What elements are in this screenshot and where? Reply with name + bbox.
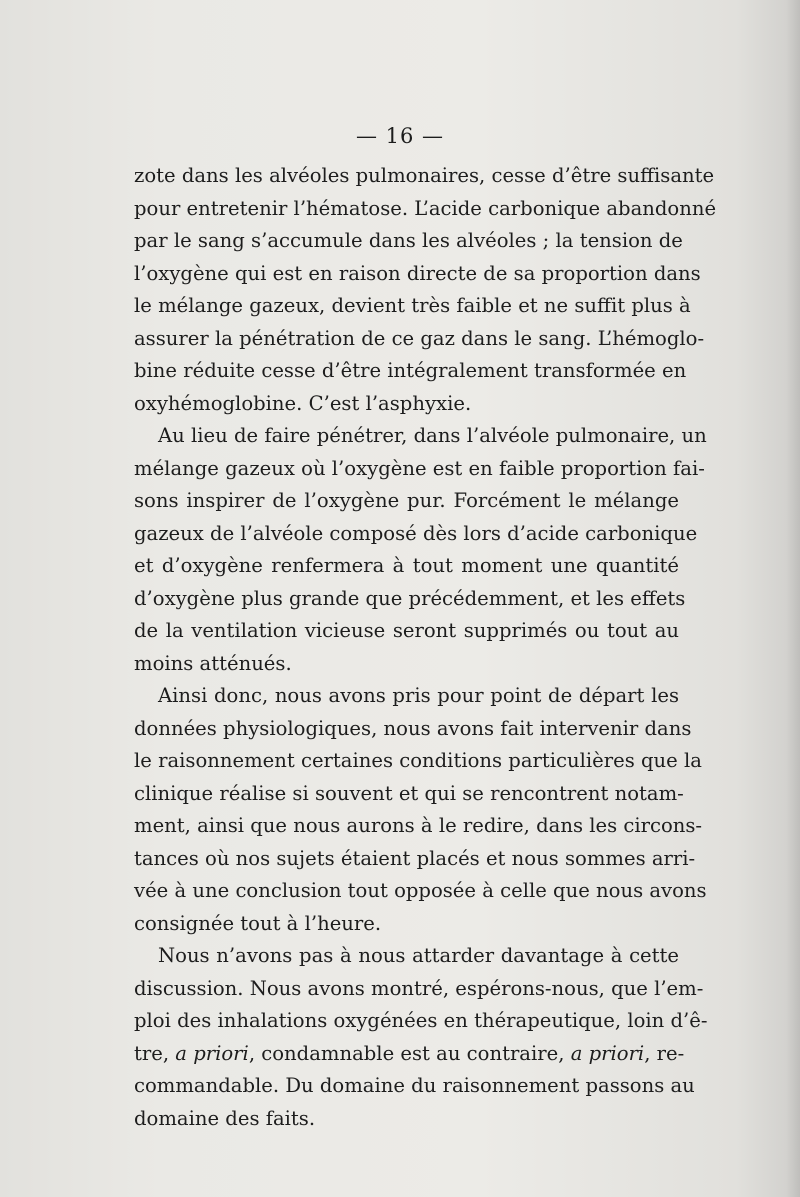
body-text: [134, 160, 717, 1135]
text-line: vée à une conclusion tout opposée à celle que nous avons: [134, 879, 707, 902]
text-line: consignée tout à l’heure.: [134, 911, 382, 935]
text-line: et d’oxygène renfermera à tout moment une quantité: [134, 554, 679, 577]
text-line: gazeux de l’alvéole composé dès lors d’acide carbonique: [134, 521, 698, 545]
text-line: zote dans les alvéoles pulmonaires, cesse d’être suffisante: [134, 164, 715, 187]
text-segment: tre,: [134, 1041, 176, 1065]
text-line: le mélange gazeux, devient très faible et ne suffit plus à: [134, 294, 691, 317]
text-line: mélange gazeux où l’oxygène est en faible proportion fai-: [134, 456, 705, 480]
text-line: [134, 1038, 685, 1071]
text-segment: ploi des inhalations oxygénées en thérapeutique, loin d’ê-: [134, 1009, 708, 1032]
text-line: tances où nos sujets étaient placés et nous sommes arri-: [134, 846, 696, 870]
text-segment: , re-: [644, 1041, 685, 1065]
text-line: commandable. Du domaine du raisonnement passons au: [134, 1074, 695, 1097]
text-line: de la ventilation vicieuse seront supprimés ou tout au: [134, 619, 679, 642]
text-line: données physiologiques, nous avons fait intervenir dans: [134, 716, 692, 740]
text-line: bine réduite cesse d’être intégralement transformée en: [134, 359, 687, 382]
text-line: d’oxygène plus grande que précédemment, et les effets: [134, 586, 686, 610]
italic-phrase: a priori: [175, 1041, 249, 1065]
text-line: Nous n’avons pas à nous attarder davantage à cette: [158, 944, 679, 967]
text-line: domaine des faits.: [134, 1106, 316, 1130]
text-line: sons inspirer de l’oxygène pur. Forcément le mélange: [134, 489, 679, 512]
text-line: l’oxygène qui est en raison directe de sa proportion dans: [134, 261, 701, 285]
text-segment: , condamnable est au contraire,: [248, 1041, 571, 1065]
text-line: pour entretenir l’hématose. L’acide carbonique abandonné: [134, 196, 717, 220]
text-line: [134, 1005, 708, 1038]
text-line: le raisonnement certaines conditions particulières que la: [134, 749, 702, 772]
text-line: Au lieu de faire pénétrer, dans l’alvéole pulmonaire, un: [158, 424, 707, 447]
text-line: oxyhémoglobine. C’est l’asphyxie.: [134, 391, 472, 415]
text-line: discussion. Nous avons montré, espérons-nous, que l’em-: [134, 976, 704, 1000]
text-line: par le sang s’accumule dans les alvéoles ; la tension de: [134, 229, 683, 252]
text-line: ment, ainsi que nous aurons à le redire, dans les circons-: [134, 814, 703, 837]
text-line: moins atténués.: [134, 651, 292, 675]
text-line: Ainsi donc, nous avons pris pour point de départ les: [158, 684, 679, 707]
text-line: clinique réalise si souvent et qui se rencontrent notam-: [134, 781, 684, 805]
page-number: — 16 —: [355, 124, 445, 148]
text-line: assurer la pénétration de ce gaz dans le sang. L’hémoglo-: [134, 326, 705, 350]
italic-phrase: a priori: [570, 1041, 645, 1065]
page-edge-shadow: [786, 0, 800, 1197]
